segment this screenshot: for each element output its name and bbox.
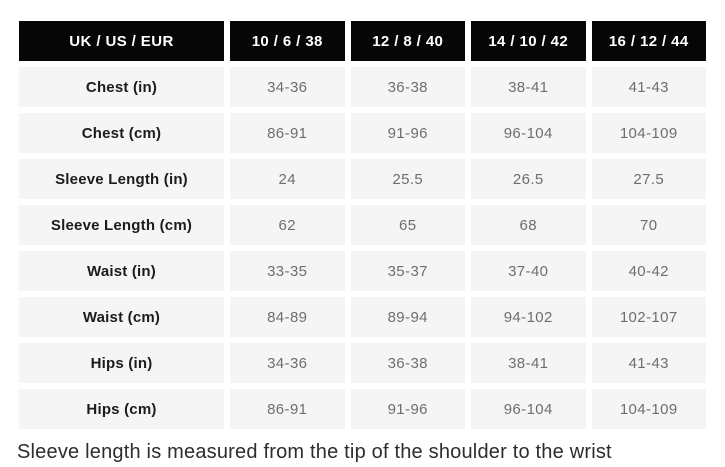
row-label-hips-cm: Hips (cm) [19, 389, 224, 429]
value-cell: 37-40 [471, 251, 586, 291]
row-label-sleeve-length-cm: Sleeve Length (cm) [19, 205, 224, 245]
value-cell: 104-109 [592, 113, 707, 153]
value-cell: 96-104 [471, 113, 586, 153]
value-cell: 91-96 [351, 113, 466, 153]
value-cell: 84-89 [230, 297, 345, 337]
size-chart-table [19, 21, 706, 429]
value-cell: 40-42 [592, 251, 707, 291]
header-cell-uk-us-eur: UK / US / EUR [19, 21, 224, 61]
value-cell: 94-102 [471, 297, 586, 337]
row-label-sleeve-length-in: Sleeve Length (in) [19, 159, 224, 199]
value-cell: 102-107 [592, 297, 707, 337]
value-cell: 86-91 [230, 113, 345, 153]
value-cell: 62 [230, 205, 345, 245]
value-cell: 34-36 [230, 343, 345, 383]
value-cell: 104-109 [592, 389, 707, 429]
value-cell: 86-91 [230, 389, 345, 429]
header-cell-size-12-8-40: 12 / 8 / 40 [351, 21, 466, 61]
value-cell: 33-35 [230, 251, 345, 291]
value-cell: 35-37 [351, 251, 466, 291]
value-cell: 36-38 [351, 67, 466, 107]
header-cell-size-14-10-42: 14 / 10 / 42 [471, 21, 586, 61]
value-cell: 91-96 [351, 389, 466, 429]
row-label-chest-in: Chest (in) [19, 67, 224, 107]
value-cell: 41-43 [592, 67, 707, 107]
row-label-waist-cm: Waist (cm) [19, 297, 224, 337]
row-label-waist-in: Waist (in) [19, 251, 224, 291]
value-cell: 89-94 [351, 297, 466, 337]
sleeve-length-footnote: Sleeve length is measured from the tip of the shoulder to the wrist [17, 441, 612, 463]
value-cell: 38-41 [471, 343, 586, 383]
value-cell: 70 [592, 205, 707, 245]
value-cell: 38-41 [471, 67, 586, 107]
value-cell: 34-36 [230, 67, 345, 107]
header-cell-size-10-6-38: 10 / 6 / 38 [230, 21, 345, 61]
value-cell: 41-43 [592, 343, 707, 383]
value-cell: 68 [471, 205, 586, 245]
value-cell: 96-104 [471, 389, 586, 429]
value-cell: 24 [230, 159, 345, 199]
value-cell: 65 [351, 205, 466, 245]
header-cell-size-16-12-44: 16 / 12 / 44 [592, 21, 707, 61]
value-cell: 36-38 [351, 343, 466, 383]
value-cell: 25.5 [351, 159, 466, 199]
row-label-hips-in: Hips (in) [19, 343, 224, 383]
row-label-chest-cm: Chest (cm) [19, 113, 224, 153]
value-cell: 26.5 [471, 159, 586, 199]
value-cell: 27.5 [592, 159, 707, 199]
